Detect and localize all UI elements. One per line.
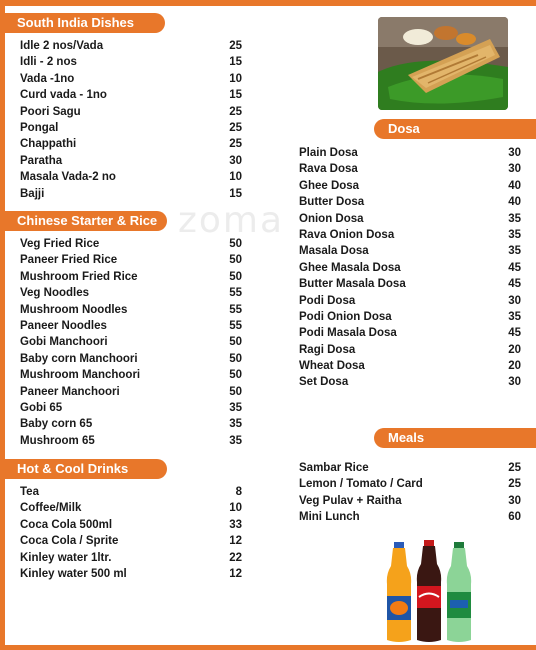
menu-item [299,342,521,358]
menu-item-price: 45 [508,278,521,291]
menu-item-name: Coffee/Milk [20,502,82,515]
menu-item-price: 35 [508,228,521,241]
menu-item-name: Coca Cola 500ml [20,518,113,531]
menu-item [299,145,521,161]
menu-item [299,374,521,390]
menu-item-price: 15 [229,187,242,200]
menu-item-name: Ghee Masala Dosa [299,261,401,274]
menu-item-price: 55 [229,287,242,300]
menu-item-name: Wheat Dosa [299,360,365,373]
menu-item-name: Podi Onion Dosa [299,310,392,323]
section-header-meals: Meals [374,428,536,448]
menu-item-name: Veg Noodles [20,287,90,300]
menu-item-price: 25 [508,478,521,491]
menu-item-name: Tea [20,486,39,498]
menu-item [299,194,521,210]
menu-item-name: Ghee Dosa [299,179,360,192]
menu-item [299,178,521,194]
menu-item-price: 40 [508,179,521,192]
menu-item-name: Masala Dosa [299,245,369,258]
menu-item-name: Poori Sagu [20,105,81,118]
menu-item [20,550,242,566]
menu-item-name: Baby corn 65 [20,418,93,431]
menu-item [20,517,242,533]
menu-item-name: Podi Masala Dosa [299,327,397,340]
menu-item-price: 55 [229,319,242,332]
menu-item [299,227,521,243]
menu-item [299,460,521,476]
menu-item-price: 30 [508,294,521,307]
menu-item-price: 30 [508,376,521,389]
menu-item [20,302,242,318]
menu-item-name: Baby corn Manchoori [20,352,138,365]
menu-item [20,433,242,449]
menu-item-name: Vada -1no [20,72,75,85]
dosa-photo [378,17,508,110]
menu-item-name: Gobi 65 [20,401,63,414]
menu-item-name: Rava Onion Dosa [299,228,395,241]
menu-item-name: Mushroom Noodles [20,303,128,316]
menu-item [20,269,242,285]
menu-item-price: 35 [508,212,521,225]
menu-item-price: 30 [508,163,521,176]
bottom-border [0,645,536,650]
menu-item-price: 50 [229,336,242,349]
menu-item-price: 40 [508,196,521,209]
dosa-list [299,145,521,391]
section-header-south-india: South India Dishes [5,13,165,33]
menu-item [299,276,521,292]
menu-item [20,153,242,169]
menu-item-name: Butter Dosa [299,196,365,209]
menu-item-name: Onion Dosa [299,212,364,225]
section-header-dosa: Dosa [374,119,536,139]
menu-item-price: 50 [229,254,242,267]
menu-item-name: Pongal [20,121,59,134]
menu-item-price: 22 [229,551,242,564]
menu-item-name: Podi Dosa [299,294,356,307]
menu-item [20,400,242,416]
menu-item-price: 35 [508,310,521,323]
menu-item-price: 30 [229,154,242,167]
menu-item-price: 8 [235,486,242,498]
menu-item [299,161,521,177]
menu-item [20,500,242,516]
watermark-text: zoma [178,200,285,241]
menu-item-price: 25 [229,138,242,151]
menu-item [20,384,242,400]
menu-item-price: 33 [229,518,242,531]
menu-item-price: 10 [229,171,242,184]
menu-item [299,243,521,259]
menu-item-price: 50 [229,385,242,398]
menu-item-name: Chappathi [20,138,77,151]
menu-item [20,367,242,383]
section-header-drinks: Hot & Cool Drinks [5,459,167,479]
south-india-list [20,38,242,202]
menu-item-name: Butter Masala Dosa [299,278,406,291]
menu-item [20,566,242,582]
menu-item-name: Kinley water 1ltr. [20,551,112,564]
menu-item [20,318,242,334]
menu-item-name: Set Dosa [299,376,349,389]
menu-item-price: 60 [508,511,521,524]
menu-item-name: Paneer Manchoori [20,385,120,398]
menu-item [299,260,521,276]
menu-item-name: Mushroom 65 [20,434,95,447]
menu-item-name: Idle 2 nos/Vada [20,40,104,52]
menu-item-price: 20 [508,360,521,373]
left-border [0,0,5,650]
menu-item [20,285,242,301]
menu-item [20,71,242,87]
chinese-list [20,236,242,449]
menu-item [20,120,242,136]
menu-item-name: Sambar Rice [299,462,369,474]
menu-item-price: 30 [508,494,521,507]
menu-item-name: Kinley water 500 ml [20,567,127,580]
menu-item-price: 50 [229,352,242,365]
section-header-chinese: Chinese Starter & Rice [5,211,167,231]
menu-item-price: 15 [229,56,242,69]
top-border [0,0,536,6]
menu-item-name: Veg Pulav + Raitha [299,494,402,507]
menu-item-price: 50 [229,270,242,283]
menu-item-price: 15 [229,89,242,102]
menu-item-name: Paneer Fried Rice [20,254,118,267]
menu-item [299,325,521,341]
menu-item-price: 30 [508,147,521,159]
menu-item-price: 45 [508,261,521,274]
menu-item [20,186,242,202]
menu-item [299,211,521,227]
menu-item-name: Idli - 2 nos [20,56,77,69]
menu-item-price: 35 [229,401,242,414]
menu-item-price: 50 [229,238,242,250]
menu-item [20,351,242,367]
menu-item-price: 45 [508,327,521,340]
menu-item [20,252,242,268]
menu-item-name: Veg Fried Rice [20,238,100,250]
menu-item-price: 35 [508,245,521,258]
menu-item-name: Paratha [20,154,63,167]
menu-item-price: 10 [229,72,242,85]
menu-item [299,509,521,525]
menu-item [20,484,242,500]
menu-item-price: 25 [229,40,242,52]
menu-item-name: Bajji [20,187,45,200]
menu-item-name: Mini Lunch [299,511,360,524]
menu-item [20,136,242,152]
menu-item-price: 25 [229,121,242,134]
menu-item [20,38,242,54]
menu-item [299,476,521,492]
menu-item [20,87,242,103]
menu-item-name: Coca Cola / Sprite [20,535,119,548]
menu-item [299,358,521,374]
menu-item [20,236,242,252]
menu-item [299,293,521,309]
menu-item [20,54,242,70]
menu-item [20,104,242,120]
menu-item-price: 50 [229,369,242,382]
menu-item-price: 25 [229,105,242,118]
meals-list [299,460,521,526]
menu-item-price: 20 [508,343,521,356]
menu-item-name: Mushroom Fried Rice [20,270,138,283]
menu-item [20,533,242,549]
menu-item [20,334,242,350]
menu-item [299,493,521,509]
menu-item-price: 35 [229,434,242,447]
menu-item-price: 12 [229,567,242,580]
menu-item-name: Curd vada - 1no [20,89,107,102]
menu-item [299,309,521,325]
menu-item-price: 10 [229,502,242,515]
menu-item-name: Mushroom Manchoori [20,369,141,382]
menu-item-name: Masala Vada-2 no [20,171,116,184]
drinks-list [20,484,242,582]
menu-item-name: Lemon / Tomato / Card [299,478,423,491]
menu-item [20,416,242,432]
menu-item-name: Rava Dosa [299,163,358,176]
menu-item-price: 55 [229,303,242,316]
menu-item-price: 12 [229,535,242,548]
menu-item-price: 35 [229,418,242,431]
soft-drink-bottles-photo [380,540,480,644]
menu-item-name: Gobi Manchoori [20,336,108,349]
menu-item-name: Plain Dosa [299,147,358,159]
menu-item [20,169,242,185]
menu-item-price: 25 [508,462,521,474]
menu-item-name: Paneer Noodles [20,319,107,332]
menu-item-name: Ragi Dosa [299,343,356,356]
